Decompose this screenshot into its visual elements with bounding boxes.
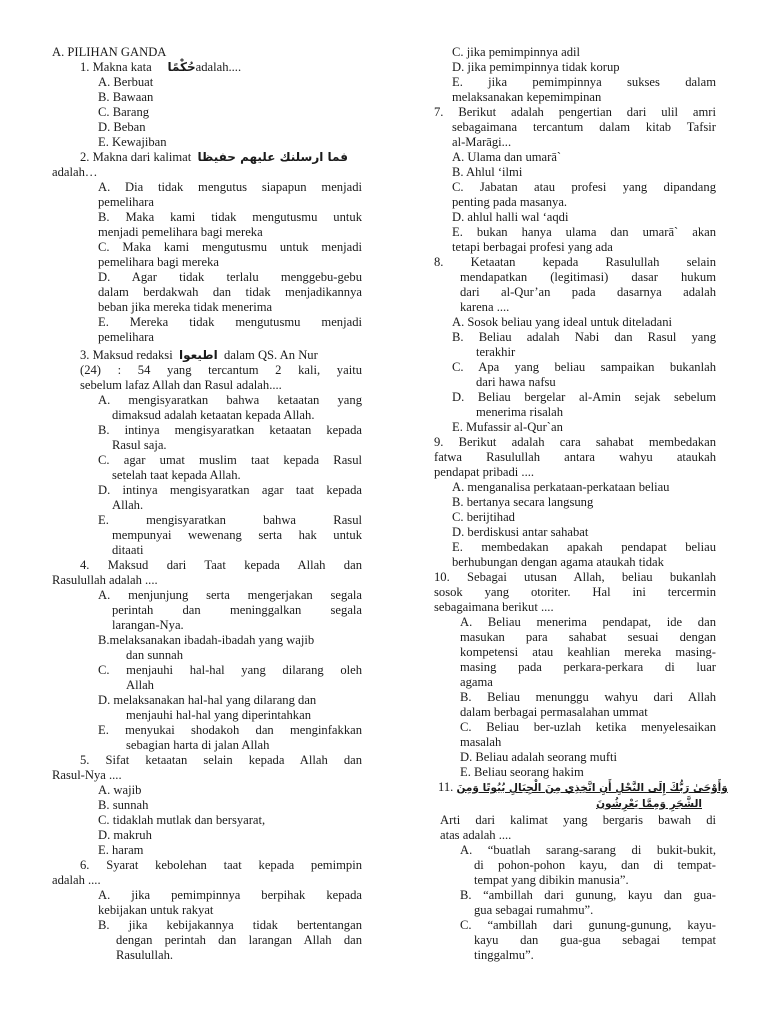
question-3-line-3: sebelum lafaz Allah dan Rasul adalah.... (80, 378, 282, 392)
question-line: pendapat pribadi .... (434, 465, 535, 479)
option-line: D. melaksanakan hal-hal yang dilarang dan (98, 693, 317, 707)
question-9-option-b: B. bertanya secara langsung (452, 495, 594, 509)
option-line: E. menyukai shodakoh dan menginfakkan (98, 723, 362, 737)
question-6-option-c: C. jika pemimpinnya adil (452, 45, 581, 59)
option-line: pemelihara (98, 330, 154, 344)
question-1-option-d: D. Beban (98, 120, 146, 134)
question-line: 5. Sifat ketaatan selain kepada Allah dan (80, 753, 362, 767)
question-6 (80, 858, 362, 873)
option-line: kayu dan gua-gua sebagai tempat (474, 933, 716, 947)
question-3-suffix: dalam QS. An Nur (224, 348, 318, 362)
right-column (434, 45, 728, 963)
question-line: fatwa Rasulullah antara wahyu ataukah (434, 450, 716, 464)
question-7-option-b: B. Ahlul ‘ilmi (452, 165, 523, 179)
question-line: 9. Berikut adalah cara sahabat membedakan (434, 435, 716, 449)
question-5-line-2: Rasul-Nya .... (52, 768, 122, 782)
question-line: 8. Ketaatan kepada Rasulullah selain (434, 255, 716, 269)
option-line: C. agar umat muslim taat kepada Rasul (98, 453, 362, 467)
question-6-option-b (98, 918, 362, 963)
question-9-option-d: D. berdiskusi antar sahabat (452, 525, 589, 539)
option-line: Allah (126, 678, 154, 692)
question-4-option-a (98, 588, 362, 633)
question-line: 6. Syarat kebolehan taat kepada pemimpin (80, 858, 362, 872)
question-4-line-2: Rasulullah adalah .... (52, 573, 158, 587)
question-3-arabic: اطيعوا (179, 348, 218, 362)
question-4-option-b (98, 633, 362, 663)
option-line: B. Maka kami tidak mengutusmu untuk (98, 210, 362, 224)
option-line: gua sebagai rumahmu”. (474, 903, 594, 917)
option-line: dalam berdakwah dan tidak menjadikannya (98, 285, 362, 299)
option-line: penting pada masanya. (452, 195, 568, 209)
option-line: E. Mereka tidak mengutusmu menjadi (98, 315, 362, 329)
question-9-option-c: C. berijtihad (452, 510, 515, 524)
question-3-option-b (98, 423, 362, 453)
question-10-option-d: D. Beliau adalah seorang mufti (460, 750, 618, 764)
option-line: masalah (460, 735, 502, 749)
option-line: menjadi pemelihara bagi mereka (98, 225, 263, 239)
question-10-option-c (460, 720, 716, 750)
option-line: A. “buatlah sarang-sarang di bukit-bukit, (460, 843, 716, 857)
question-2 (80, 150, 362, 165)
question-line: sosok yang otoriter. Hal ini tercermin (434, 585, 716, 599)
question-6-option-e (452, 75, 716, 90)
question-8-option-c (452, 360, 716, 390)
left-column (52, 45, 362, 963)
option-line: perintah dan meninggalkan segala (112, 603, 362, 617)
question-line: sebagaimana tercantum dalam kitab Tafsir (452, 120, 716, 134)
option-line: B. “ambillah dari gunung, kayu dan gua- (460, 888, 716, 902)
question-7-option-a: A. Ulama dan umarā` (452, 150, 562, 164)
question-7-option-e (452, 225, 716, 255)
option-line: di pohon-pohon kayu, dan di tempat- (474, 858, 716, 872)
question-2-prefix: 2. Makna dari kalimat (80, 150, 192, 164)
question-2-option-c (98, 240, 362, 270)
question-7-option-d: D. ahlul halli wal ‘aqdi (452, 210, 569, 224)
option-line: beban jika mereka tidak menerima (98, 300, 273, 314)
question-3-option-a (98, 393, 362, 423)
question-1-suffix: adalah.... (195, 60, 242, 74)
question-line: sebagaimana berikut .... (434, 600, 554, 614)
question-4 (80, 558, 362, 573)
option-line: menerima risalah (476, 405, 564, 419)
question-6-option-a (98, 888, 362, 918)
option-line: C. Maka kami mengutusmu untuk menjadi (98, 240, 362, 254)
option-line: A. Dia tidak mengutus siapapun menjadi (98, 180, 362, 194)
question-line: 4. Maksud dari Taat kepada Allah dan (80, 558, 362, 572)
question-10-option-e: E. Beliau seorang hakim (460, 765, 584, 779)
option-line: B. Beliau menunggu wahyu dari Allah (460, 690, 716, 704)
question-1 (80, 60, 362, 75)
question-11-text (440, 813, 716, 843)
question-1-arabic: حُكْمًا (167, 60, 196, 74)
question-10-option-a (460, 615, 716, 690)
option-line: setelah taat kepada Allah. (112, 468, 241, 482)
question-line: dari al-Qur’an pada dasarnya adalah (460, 285, 716, 299)
question-8-option-a: A. Sosok beliau yang ideal untuk diteladani (452, 315, 672, 329)
question-3-line-2: (24) : 54 yang tercantum 2 kali, yaitu (80, 363, 362, 377)
option-line: dimaksud adalah ketaatan kepada Allah. (112, 408, 315, 422)
question-6-option-d: D. jika pemimpinnya tidak korup (452, 60, 620, 74)
option-line: mempunyai wewenang serta hak untuk (112, 528, 362, 542)
question-1-option-b: B. Bawaan (98, 90, 154, 104)
question-9-option-e (452, 540, 716, 570)
question-line: Arti dari kalimat yang bergaris bawah di (440, 813, 716, 827)
option-line: tinggalmu”. (474, 948, 534, 962)
question-line: 7. Berikut adalah pengertian dari ulil amri (434, 105, 716, 119)
option-line: kompetensi atau keahlian mereka masing- (460, 645, 716, 659)
option-line: dalam berbagai permasalahan ummat (460, 705, 648, 719)
option-line: ditaati (112, 543, 144, 557)
question-11-option-c (460, 918, 716, 963)
question-6-line-2: adalah .... (52, 873, 101, 887)
option-line: D. intinya mengisyaratkan agar taat kepada (98, 483, 362, 497)
question-5-option-b: B. sunnah (98, 798, 149, 812)
option-line: E. jika pemimpinnya sukses dalam (452, 75, 716, 89)
question-8-option-e: E. Mufassir al-Qur`an (452, 420, 563, 434)
question-11-option-b (460, 888, 716, 918)
question-2-option-e (98, 315, 362, 345)
question-8-option-b (452, 330, 716, 360)
option-line: C. menjauhi hal-hal yang dilarang oleh (98, 663, 362, 677)
question-1-option-c: C. Barang (98, 105, 150, 119)
question-1-option-e: E. Kewajiban (98, 135, 167, 149)
question-line: 10. Sebagai utusan Allah, beliau bukanlah (434, 570, 716, 584)
question-9-option-a: A. menganalisa perkataan-perkataan beliau (452, 480, 670, 494)
question-10-option-b (460, 690, 716, 720)
option-line: masing pada perkara-perkara di luar (460, 660, 716, 674)
question-2-option-d (98, 270, 362, 315)
option-line: E. bukan hanya ulama dan umarā` akan (452, 225, 716, 239)
option-line: kebijakan untuk rakyat (98, 903, 214, 917)
option-line: C. “ambillah dari gunung-gunung, kayu- (460, 918, 716, 932)
question-5-option-a: A. wajib (98, 783, 142, 797)
option-line: terakhir (476, 345, 516, 359)
option-line: A. jika pemimpinnya berpihak kepada (98, 888, 362, 902)
question-1-option-a: A. Berbuat (98, 75, 154, 89)
question-3-option-d (98, 483, 362, 513)
question-4-option-c (98, 663, 362, 693)
question-4-option-d (98, 693, 362, 723)
question-5 (80, 753, 362, 768)
option-line: menjauhi hal-hal yang diperintahkan (126, 708, 311, 722)
option-line: Rasulullah. (116, 948, 174, 962)
option-line: C. Jabatan atau profesi yang dipandang (452, 180, 716, 194)
option-line: A. Beliau menerima pendapat, ide dan (460, 615, 716, 629)
question-3-prefix: 3. Maksud redaksi (80, 348, 173, 362)
question-1-prefix: 1. Makna kata (80, 60, 152, 74)
option-line: larangan-Nya. (112, 618, 184, 632)
option-line: tempat yang dibikin manusia”. (474, 873, 629, 887)
question-5-option-e: E. haram (98, 843, 144, 857)
option-line: C. Beliau ber-uzlah ketika menyelesaikan (460, 720, 716, 734)
question-5-option-c: C. tidaklah mutlak dan bersyarat, (98, 813, 266, 827)
question-11-option-a (460, 843, 716, 888)
question-2-line-2: adalah… (52, 165, 98, 179)
option-line: B. Beliau adalah Nabi dan Rasul yang (452, 330, 716, 344)
question-3 (80, 348, 362, 363)
option-line: Rasul saja. (112, 438, 167, 452)
option-line: B.melaksanakan ibadah-ibadah yang wajib (98, 633, 315, 647)
option-line: E. mengisyaratkan bahwa Rasul (98, 513, 362, 527)
question-line: karena .... (460, 300, 510, 314)
question-11-arabic-line-2-wrap (434, 796, 716, 813)
option-line: Allah. (112, 498, 144, 512)
question-8-option-d (452, 390, 716, 420)
question-line: atas adalah .... (440, 828, 512, 842)
question-3-option-e (98, 513, 362, 558)
option-line: dan sunnah (126, 648, 184, 662)
option-line: berhubungan dengan agama ataukah tidak (452, 555, 664, 569)
question-11 (438, 780, 728, 796)
option-line: A. menjunjung serta mengerjakan segala (98, 588, 362, 602)
question-10 (434, 570, 716, 615)
option-line: E. membedakan apakah pendapat beliau (452, 540, 716, 554)
question-11-arabic-line-1: وَأَوْحَىٰ رَبُّكَ إِلَى النَّحْلِ أَنِ اتَّخِذِي مِنَ الْجِبَالِ بُيُوتًا وَمِنَ (456, 782, 728, 794)
question-11-arabic-line-2: الشَّجَرِ وَمِمَّا يَعْرِشُونَ (596, 798, 702, 810)
option-line: dari hawa nafsu (476, 375, 556, 389)
question-11-number: 11. (438, 780, 454, 794)
option-line: pemelihara (98, 195, 154, 209)
option-line: agama (460, 675, 493, 689)
question-7 (434, 105, 716, 150)
option-line: sebagian harta di jalan Allah (126, 738, 270, 752)
option-line: pemelihara bagi mereka (98, 255, 219, 269)
option-line: B. intinya mengisyaratkan ketaatan kepada (98, 423, 362, 437)
option-line: tetapi berbagai profesi yang ada (452, 240, 613, 254)
question-line: mendapatkan (legitimasi) dasar hukum (460, 270, 716, 284)
option-line: dengan perintah dan larangan Allah dan (116, 933, 362, 947)
question-5-option-d: D. makruh (98, 828, 152, 842)
question-7-option-c (452, 180, 716, 210)
option-line: B. jika kebijakannya tidak bertentangan (98, 918, 362, 932)
question-2-arabic: فما ارسلنك عليهم حفيظا (197, 150, 348, 164)
question-8 (434, 255, 716, 315)
option-line: A. mengisyaratkan bahwa ketaatan yang (98, 393, 362, 407)
option-line: masukan para sahabat sesuai dengan (460, 630, 716, 644)
question-2-option-b (98, 210, 362, 240)
option-line: D. Agar tidak terlalu menggebu-gebu (98, 270, 362, 284)
section-title: A. PILIHAN GANDA (52, 45, 167, 59)
question-3-option-c (98, 453, 362, 483)
option-line: C. Apa yang beliau sampaikan bukanlah (452, 360, 716, 374)
question-9 (434, 435, 716, 480)
option-line: D. Beliau bergelar al-Amin sejak sebelum (452, 390, 716, 404)
question-4-option-e (98, 723, 362, 753)
question-line: al-Marāgi... (452, 135, 512, 149)
question-6-option-e-line-2: melaksanakan kepemimpinan (452, 90, 602, 104)
question-2-option-a (98, 180, 362, 210)
